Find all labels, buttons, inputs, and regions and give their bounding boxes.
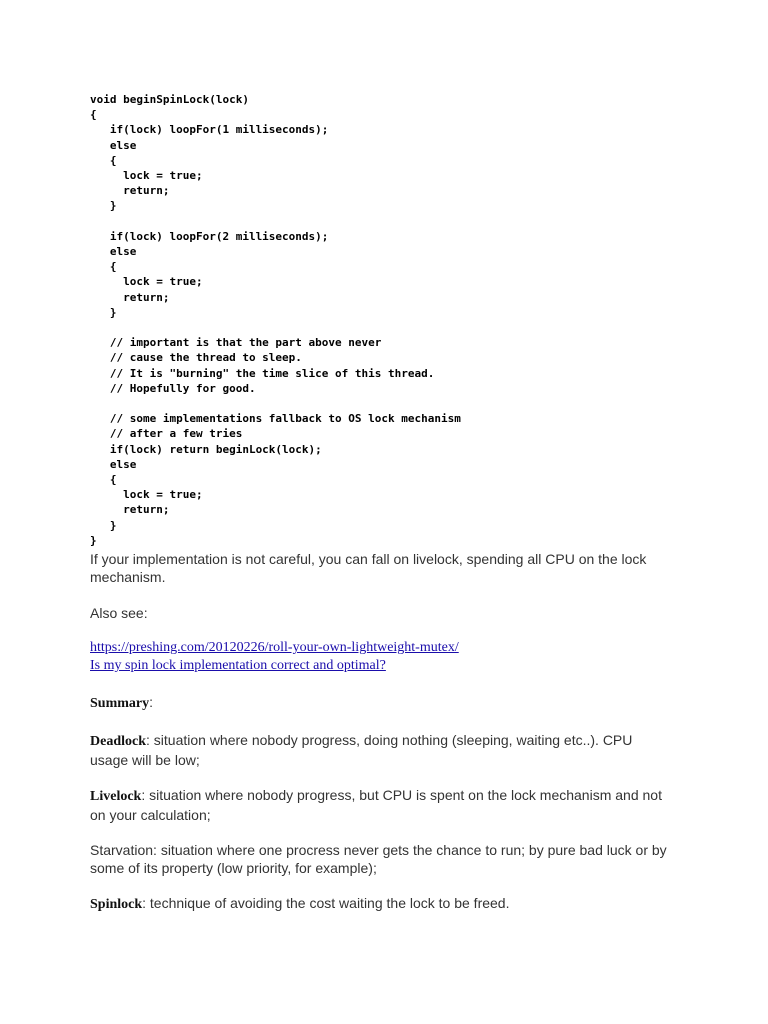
code-line: } bbox=[90, 199, 117, 213]
code-line: if(lock) loopFor(1 milliseconds); bbox=[90, 123, 329, 137]
code-line: lock = true; bbox=[90, 275, 203, 289]
code-block bbox=[90, 92, 690, 548]
spinlock-definition bbox=[90, 894, 670, 914]
livelock-definition bbox=[90, 786, 670, 824]
deadlock-term: Deadlock bbox=[90, 734, 146, 750]
code-line: { bbox=[90, 260, 117, 274]
summary-heading-suffix: : bbox=[149, 694, 154, 711]
code-line: if(lock) loopFor(2 milliseconds); bbox=[90, 229, 329, 243]
code-line: // important is that the part above never bbox=[90, 336, 382, 350]
document-page bbox=[90, 92, 690, 914]
code-line: return; bbox=[90, 184, 170, 198]
code-line: if(lock) return beginLock(lock); bbox=[90, 442, 322, 456]
code-line: } bbox=[90, 518, 117, 532]
code-line: // It is "burning" the time slice of this thread. bbox=[90, 366, 435, 380]
links-block bbox=[90, 639, 690, 675]
code-line: // some implementations fallback to OS lock mechanism bbox=[90, 412, 461, 426]
livelock-term: Livelock bbox=[90, 789, 142, 805]
code-line: return; bbox=[90, 290, 170, 304]
starvation-definition bbox=[90, 841, 670, 877]
deadlock-text: : situation where nobody progress, doing nothing (sleeping, waiting etc..). CPU usage will be low; bbox=[90, 732, 633, 769]
livelock-note-paragraph: If your implementation is not careful, you can fall on livelock, spending all CPU on the lock mechanism. bbox=[90, 551, 647, 586]
also-see-label: Also see: bbox=[90, 605, 148, 622]
starvation-text: Starvation: situation where one procress never gets the chance to run; by pure bad luck or by some of its property (low priority, for example); bbox=[90, 842, 667, 877]
code-line: else bbox=[90, 245, 137, 259]
spin-lock-question-link[interactable]: Is my spin lock implementation correct and optimal? bbox=[90, 658, 386, 674]
code-line: { bbox=[90, 108, 97, 122]
spinlock-text: : technique of avoiding the cost waiting the lock to be freed. bbox=[142, 895, 510, 912]
deadlock-definition bbox=[90, 731, 670, 769]
code-line: return; bbox=[90, 503, 170, 517]
code-line: } bbox=[90, 305, 117, 319]
livelock-text: : situation where nobody progress, but CPU is spent on the lock mechanism and not on your calculation; bbox=[90, 787, 662, 824]
code-line: else bbox=[90, 457, 137, 471]
summary-heading-label: Summary bbox=[90, 696, 150, 712]
code-line: void beginSpinLock(lock) bbox=[90, 93, 249, 106]
code-line: else bbox=[90, 138, 137, 152]
code-line: lock = true; bbox=[90, 488, 203, 502]
code-line: // cause the thread to sleep. bbox=[90, 351, 302, 365]
code-line: lock = true; bbox=[90, 169, 203, 183]
code-line: // after a few tries bbox=[90, 427, 243, 441]
spinlock-term: Spinlock bbox=[90, 897, 143, 913]
code-line: // Hopefully for good. bbox=[90, 381, 256, 395]
preshing-mutex-link[interactable]: https://preshing.com/20120226/roll-your-own-lightweight-mutex/ bbox=[90, 640, 459, 656]
code-line: { bbox=[90, 473, 117, 487]
code-line: } bbox=[90, 533, 97, 547]
code-line: { bbox=[90, 153, 117, 167]
summary-heading bbox=[90, 693, 670, 713]
